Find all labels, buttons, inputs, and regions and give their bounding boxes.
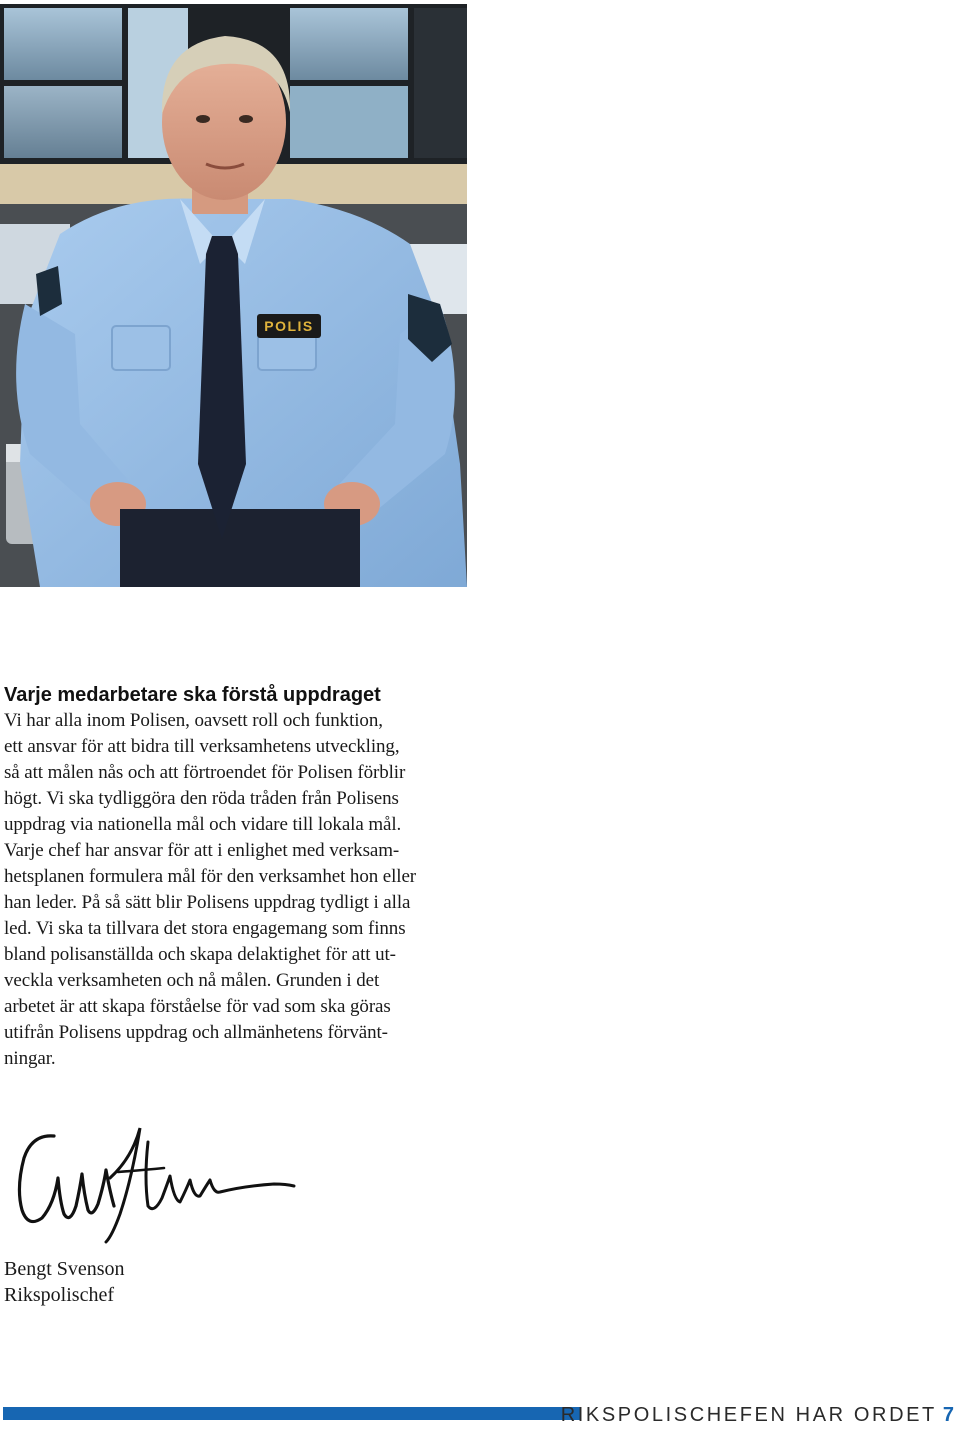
portrait-illustration xyxy=(0,4,467,587)
body-line: han leder. På så sätt blir Polisens uppdrag tydligt i alla xyxy=(4,892,411,913)
body-line: ningar. xyxy=(4,1048,56,1069)
footer xyxy=(561,1402,954,1428)
body-line: så att målen nås och att förtroendet för Polisen förblir xyxy=(4,762,406,783)
body-line: ett ansvar för att bidra till verksamhetens utveckling, xyxy=(4,736,400,757)
body-line: veckla verksamheten och nå målen. Grunden i det xyxy=(4,970,380,991)
signer-title: Rikspolischef xyxy=(4,1284,114,1306)
body-line: utifrån Polisens uppdrag och allmänhetens förvänt- xyxy=(4,1022,388,1043)
section-title: RIKSPOLISCHEFEN HAR ORDET xyxy=(560,1404,937,1426)
body-line: uppdrag via nationella mål och vidare till lokala mål. xyxy=(4,814,402,835)
signer-name: Bengt Svenson xyxy=(4,1258,125,1280)
signature-drawing xyxy=(14,1118,299,1248)
body-line: högt. Vi ska tydliggöra den röda tråden från Polisens xyxy=(4,788,399,809)
body-line: bland polisanställda och skapa delaktighet för att ut- xyxy=(4,944,396,965)
article xyxy=(4,682,466,1072)
body-line: arbetet är att skapa förståelse för vad som ska göras xyxy=(4,996,391,1017)
handwritten-signature xyxy=(14,1118,299,1248)
body-line: hetsplanen formulera mål för den verksamhet hon eller xyxy=(4,866,417,887)
portrait-photo xyxy=(0,4,467,587)
article-body xyxy=(4,708,466,1072)
body-line: led. Vi ska ta tillvara det stora engagemang som finns xyxy=(4,918,406,939)
body-line: Varje chef har ansvar för att i enlighet med verksam- xyxy=(4,840,400,861)
polis-badge-text: POLIS xyxy=(264,318,314,334)
body-line: Vi har alla inom Polisen, oavsett roll och funktion, xyxy=(4,710,383,731)
footer-accent-bar xyxy=(3,1407,580,1420)
page-number: 7 xyxy=(942,1404,954,1426)
article-heading: Varje medarbetare ska förstå uppdraget xyxy=(4,684,381,706)
signer-block xyxy=(4,1256,125,1308)
